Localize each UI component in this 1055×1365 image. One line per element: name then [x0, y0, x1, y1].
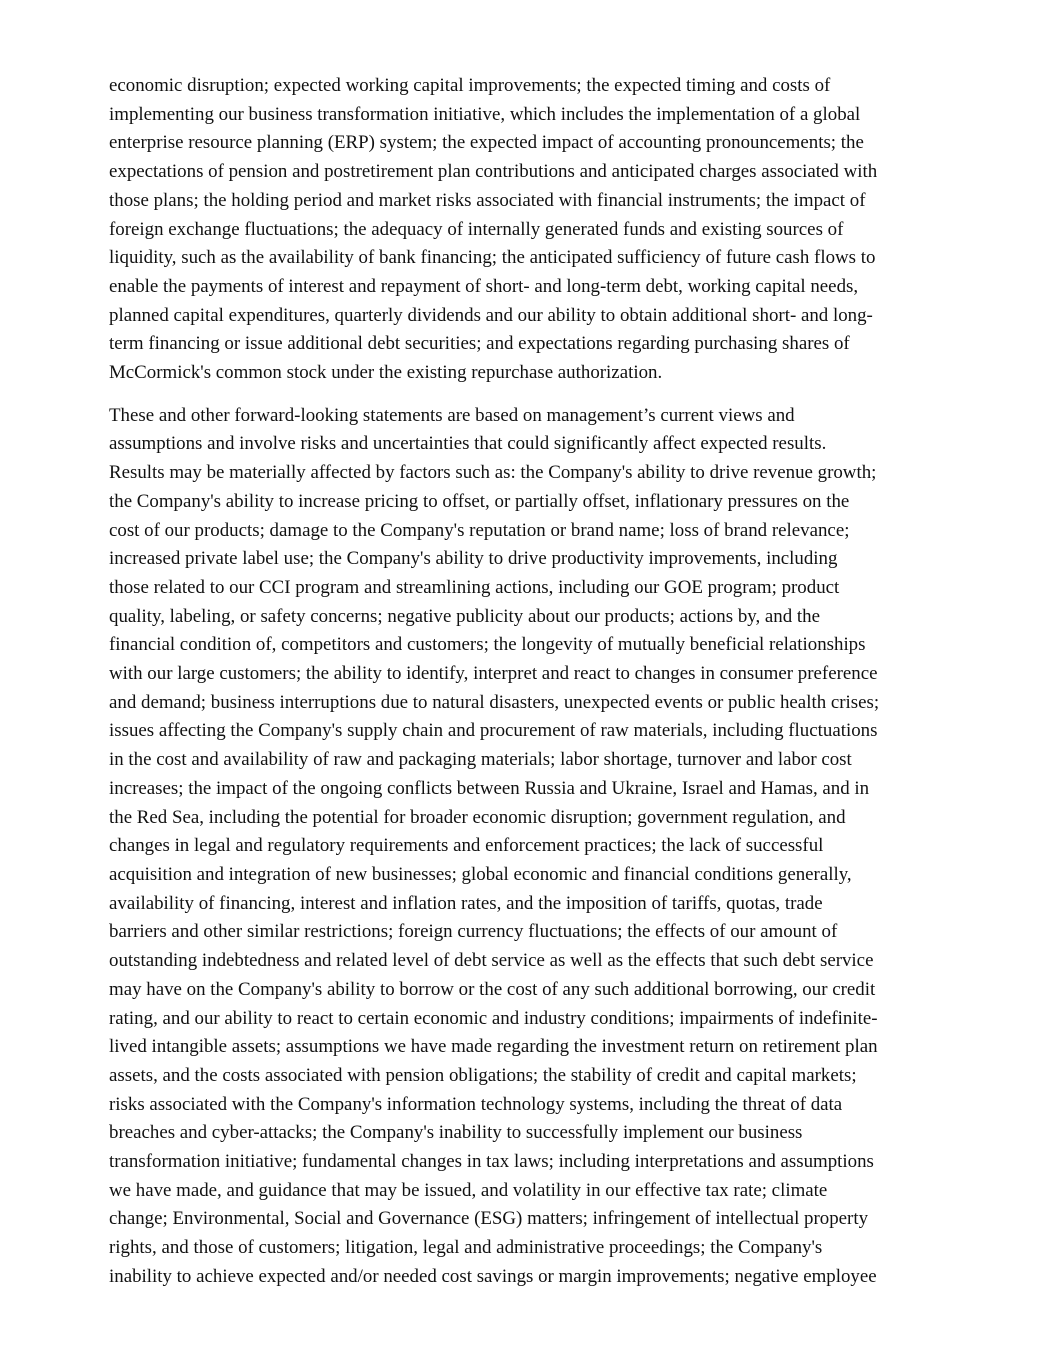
text-line: outstanding indebtedness and related level of debt service as well as the effects that such debt service [109, 950, 874, 972]
text-line: quality, labeling, or safety concerns; negative publicity about our products; actions by, and the [109, 605, 820, 627]
text-line: financial condition of, competitors and customers; the longevity of mutually beneficial relationships [109, 634, 866, 656]
text-line: issues affecting the Company's supply chain and procurement of raw materials, including fluctuations [109, 720, 878, 742]
text-line: transformation initiative; fundamental changes in tax laws; including interpretations and assumptions [109, 1151, 874, 1173]
text-line: term financing or issue additional debt securities; and expectations regarding purchasing shares of [109, 333, 850, 355]
text-line: rating, and our ability to react to certain economic and industry conditions; impairments of indefinite- [109, 1007, 878, 1029]
text-line: assets, and the costs associated with pension obligations; the stability of credit and capital markets; [109, 1064, 857, 1086]
text-line: the Red Sea, including the potential for broader economic disruption; government regulation, and [109, 806, 846, 828]
text-line: change; Environmental, Social and Governance (ESG) matters; infringement of intellectual property [109, 1208, 869, 1230]
text-line: implementing our business transformation initiative, which includes the implementation of a global [109, 103, 861, 125]
text-line: cost of our products; damage to the Company's reputation or brand name; loss of brand relevance; [109, 519, 850, 541]
text-line: barriers and other similar restrictions; foreign currency fluctuations; the effects of our amount of [109, 921, 838, 943]
text-line: assumptions and involve risks and uncertainties that could significantly affect expected results. [109, 433, 827, 455]
text-line: those related to our CCI program and streamlining actions, including our GOE program; product [109, 576, 840, 598]
text-line: planned capital expenditures, quarterly dividends and our ability to obtain additional short- and long- [109, 304, 873, 326]
text-line: increases; the impact of the ongoing conflicts between Russia and Ukraine, Israel and Hamas, and in [109, 777, 870, 799]
text-line: we have made, and guidance that may be issued, and volatility in our effective tax rate; climate [109, 1179, 828, 1201]
text-line: These and other forward-looking statements are based on management’s current views and [109, 404, 795, 426]
text-line: changes in legal and regulatory requirements and enforcement practices; the lack of successful [109, 835, 824, 857]
text-line: Results may be materially affected by factors such as: the Company's ability to drive revenue growth; [109, 462, 877, 484]
text-line: may have on the Company's ability to borrow or the cost of any such additional borrowing, our credit [109, 978, 876, 1000]
paragraph-forward-looking-topics [109, 72, 954, 388]
text-line: breaches and cyber-attacks; the Company's inability to successfully implement our business [109, 1122, 803, 1144]
text-line: increased private label use; the Company's ability to drive productivity improvements, including [109, 548, 838, 570]
text-line: acquisition and integration of new businesses; global economic and financial conditions generally, [109, 863, 852, 885]
text-line: inability to achieve expected and/or needed cost savings or margin improvements; negative employee [109, 1265, 877, 1287]
text-line: expectations of pension and postretirement plan contributions and anticipated charges associated with [109, 161, 878, 183]
text-line: those plans; the holding period and market risks associated with financial instruments; the impact of [109, 189, 866, 211]
text-line: and demand; business interruptions due to natural disasters, unexpected events or public health crises; [109, 691, 880, 713]
paragraph-risk-factors [109, 402, 954, 1292]
text-line: with our large customers; the ability to identify, interpret and react to changes in consumer preference [109, 663, 878, 685]
text-line: foreign exchange fluctuations; the adequacy of internally generated funds and existing sources of [109, 218, 844, 240]
text-line: economic disruption; expected working capital improvements; the expected timing and costs of [109, 75, 831, 96]
document-page [109, 72, 954, 1292]
text-line: availability of financing, interest and inflation rates, and the imposition of tariffs, quotas, trade [109, 892, 823, 914]
text-line: in the cost and availability of raw and packaging materials; labor shortage, turnover and labor cost [109, 749, 852, 771]
text-line: McCormick's common stock under the existing repurchase authorization. [109, 362, 663, 384]
text-line: enterprise resource planning (ERP) system; the expected impact of accounting pronouncements; the [109, 132, 864, 154]
text-line: lived intangible assets; assumptions we have made regarding the investment return on retirement plan [109, 1036, 878, 1058]
text-line: liquidity, such as the availability of bank financing; the anticipated sufficiency of future cash flows to [109, 247, 876, 269]
text-line: risks associated with the Company's information technology systems, including the threat of data [109, 1093, 843, 1115]
text-line: rights, and those of customers; litigation, legal and administrative proceedings; the Company's [109, 1237, 823, 1259]
text-line: enable the payments of interest and repayment of short- and long-term debt, working capital needs, [109, 275, 859, 297]
text-line: the Company's ability to increase pricing to offset, or partially offset, inflationary pressures on the [109, 490, 850, 512]
